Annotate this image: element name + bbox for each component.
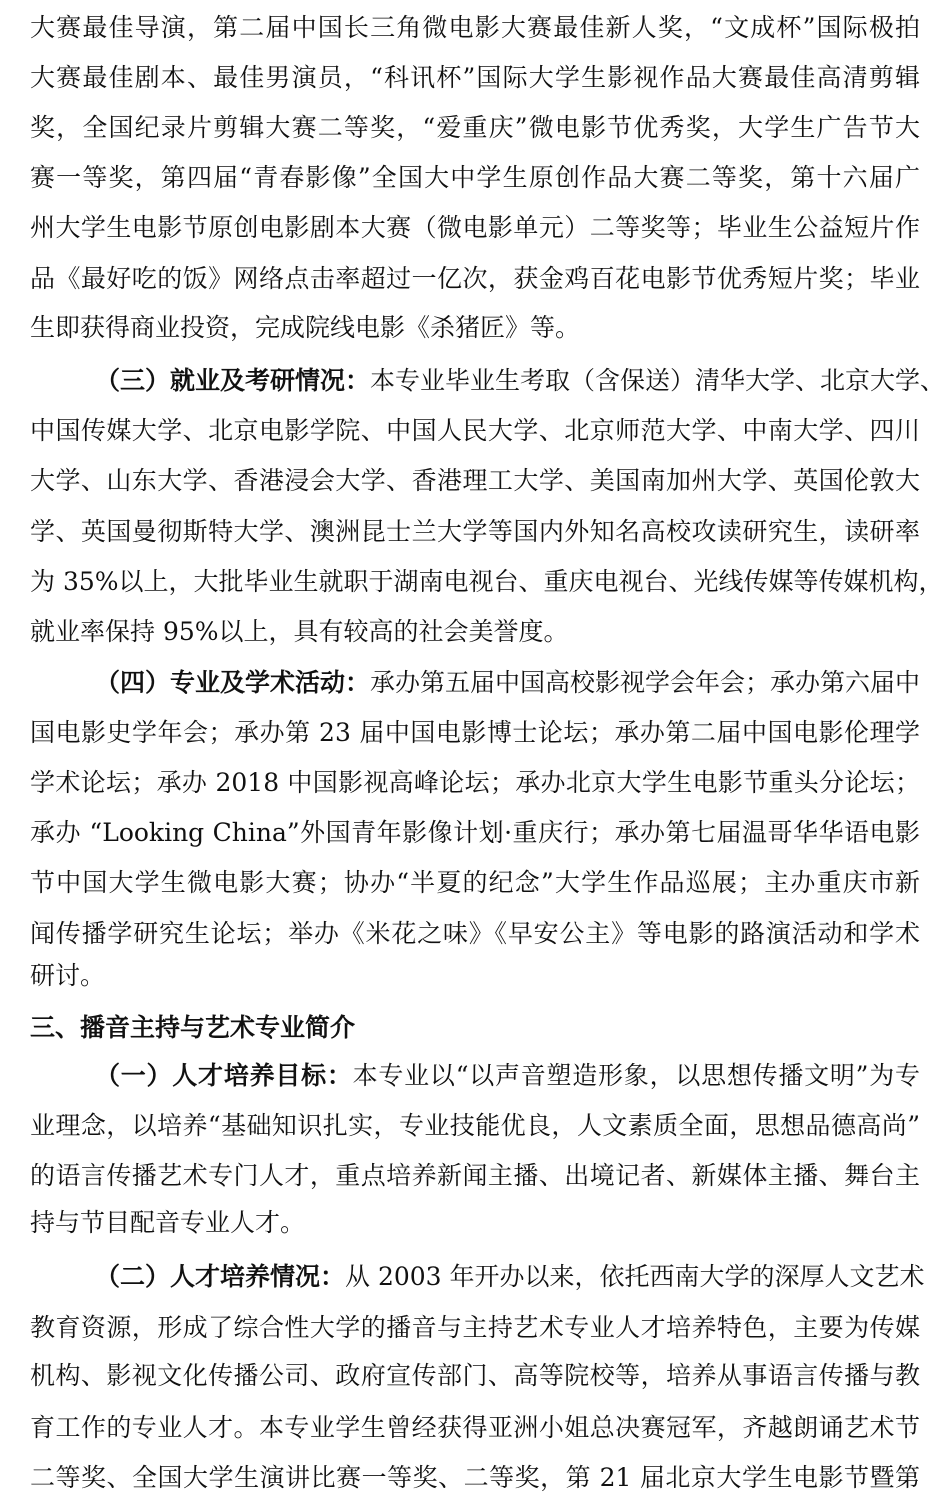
text-line: 赛一等奖，第四届“青春影像”全国大中学生原创作品大赛二等奖，第十六届广 bbox=[30, 163, 920, 192]
text-span: 承办第五届中国高校影视学会年会；承办第六届中 bbox=[370, 668, 921, 697]
text-span: 本专业以“以声音塑造形象，以思想传播文明”为专 bbox=[352, 1061, 920, 1090]
text-line: 生即获得商业投资，完成院线电影《杀猪匠》等。 bbox=[30, 313, 581, 342]
text-line: 闻传播学研究生论坛；举办《米花之味》《早安公主》等电影的路演活动和学术 bbox=[30, 919, 920, 948]
text-line bbox=[95, 361, 945, 401]
text-line: 就业率保持 95%以上，具有较高的社会美誉度。 bbox=[30, 617, 569, 646]
paragraph-label: （四）专业及学术活动： bbox=[95, 668, 371, 697]
text-line: 承办 “Looking China”外国青年影像计划·重庆行；承办第七届温哥华华语电影 bbox=[30, 818, 920, 847]
text-line: 节中国大学生微电影大赛；协办“半夏的纪念”大学生作品巡展；主办重庆市新 bbox=[30, 868, 920, 897]
text-line: 为 35%以上，大批毕业生就职于湖南电视台、重庆电视台、光线传媒等传媒机构， bbox=[30, 567, 944, 596]
text-line: 大学、山东大学、香港浸会大学、香港理工大学、美国南加州大学、英国伦敦大 bbox=[30, 466, 920, 495]
text-line: 大赛最佳剧本、最佳男演员，“科讯杯”国际大学生影视作品大赛最佳高清剪辑 bbox=[30, 63, 920, 92]
text-line: 品《最好吃的饭》网络点击率超过一亿次，获金鸡百花电影节优秀短片奖；毕业 bbox=[30, 264, 920, 293]
text-line: 奖，全国纪录片剪辑大赛二等奖，“爱重庆”微电影节优秀奖，大学生广告节大 bbox=[30, 113, 920, 142]
text-line: 国电影史学年会；承办第 23 届中国电影博士论坛；承办第二届中国电影伦理学 bbox=[30, 718, 920, 747]
paragraph-label: （二）人才培养情况： bbox=[95, 1262, 346, 1291]
section-heading: 三、播音主持与艺术专业简介 bbox=[30, 1013, 356, 1042]
text-line: 二等奖、全国大学生演讲比赛一等奖、二等奖，第 21 届北京大学生电影节暨第 bbox=[30, 1463, 920, 1492]
text-line: 研讨。 bbox=[30, 961, 106, 990]
text-line bbox=[95, 663, 920, 703]
text-line: 持与节目配音专业人才。 bbox=[30, 1208, 306, 1237]
text-span: 本专业毕业生考取（含保送）清华大学、北京大学、 bbox=[370, 366, 945, 395]
text-line: 的语言传播艺术专门人才，重点培养新闻主播、出境记者、新媒体主播、舞台主 bbox=[30, 1161, 920, 1190]
text-span: 从 2003 年开办以来，依托西南大学的深厚人文艺术 bbox=[345, 1262, 925, 1291]
text-line: 大赛最佳导演，第二届中国长三角微电影大赛最佳新人奖，“文成杯”国际极拍 bbox=[30, 13, 920, 42]
text-line: 教育资源，形成了综合性大学的播音与主持艺术专业人才培养特色，主要为传媒 bbox=[30, 1313, 920, 1342]
text-line bbox=[95, 1056, 920, 1096]
text-line: 机构、影视文化传播公司、政府宣传部门、高等院校等，培养从事语言传播与教 bbox=[30, 1361, 920, 1390]
text-line: 学术论坛；承办 2018 中国影视高峰论坛；承办北京大学生电影节重头分论坛； bbox=[30, 768, 920, 797]
text-line: 中国传媒大学、北京电影学院、中国人民大学、北京师范大学、中南大学、四川 bbox=[30, 416, 920, 445]
text-line: 州大学生电影节原创电影剧本大赛（微电影单元）二等奖等；毕业生公益短片作 bbox=[30, 213, 920, 242]
text-line: 学、英国曼彻斯特大学、澳洲昆士兰大学等国内外知名高校攻读研究生，读研率 bbox=[30, 517, 920, 546]
paragraph-label: （一）人才培养目标： bbox=[95, 1061, 353, 1090]
paragraph-label: （三）就业及考研情况： bbox=[95, 366, 371, 395]
text-line: 业理念，以培养“基础知识扎实，专业技能优良，人文素质全面，思想品德高尚” bbox=[30, 1111, 920, 1140]
text-line: 育工作的专业人才。本专业学生曾经获得亚洲小姐总决赛冠军，齐越朗诵艺术节 bbox=[30, 1413, 920, 1442]
text-line bbox=[95, 1257, 925, 1297]
